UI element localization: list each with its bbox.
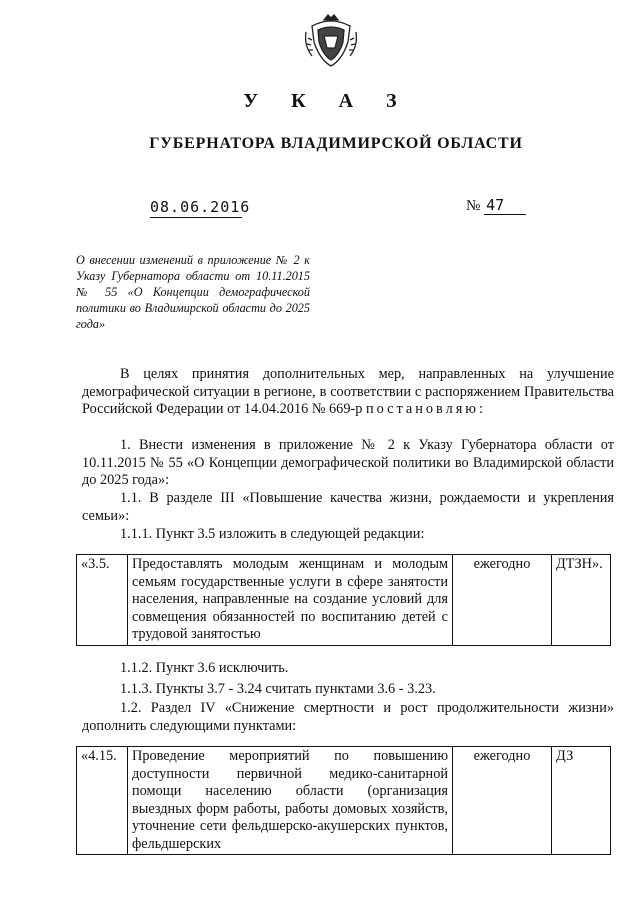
item-1: 1. Внести изменения в приложение № 2 к Указу Губернатора области от 10.11.2015 № 55 «О Концепции демографической политики во Владимирской области до 2025 года»:: [82, 437, 614, 488]
table-row: [77, 747, 611, 855]
table-cell-period: ежегодно: [453, 747, 552, 855]
item-1-1-3: 1.1.3. Пункты 3.7 - 3.24 считать пунктами 3.6 - 3.23.: [120, 681, 436, 697]
number-value: 47: [484, 196, 526, 215]
item-1-1-1: 1.1.1. Пункт 3.5 изложить в следующей редакции:: [120, 526, 425, 542]
item-1-1-2: 1.1.2. Пункт 3.6 исключить.: [120, 660, 289, 676]
table-cell-num: «4.15.: [77, 747, 128, 855]
table-cell-responsible: ДТЗН».: [552, 555, 611, 646]
item-1-1: 1.1. В разделе III «Повышение качества жизни, рождаемости и укрепления семьи»:: [82, 490, 614, 524]
item-1-2: 1.2. Раздел IV «Снижение смертности и рост продолжительности жизни» дополнить следующими пунктами:: [82, 700, 614, 734]
document-title: У К А З: [243, 90, 411, 112]
table-row: [77, 555, 611, 646]
amendment-table-4-15: [76, 746, 611, 855]
document-about: О внесении изменений в приложение № 2 к Указу Губернатора области от 10.11.2015 № 55 «О Концепции демографической политики во Владимирской области до 2025 года»: [76, 253, 310, 331]
document-date: 08.06.2016: [150, 198, 251, 216]
table-cell-text: Проведение мероприятий по повышению доступности первичной медико-санитарной помощи населению области (организация выездных форм работы, работы домовых хозяйств, уточнение сети фельдшерско-акушерских пунктов, фельдшерских: [128, 747, 453, 855]
amendment-table-3-5: [76, 554, 611, 646]
coat-of-arms-icon: [302, 12, 360, 70]
intro-text: В целях принятия дополнительных мер, направленных на улучшение демографической ситуации в регионе, в соответствии с распоряжением Правительства Российской Федерации от 14.04.2016 № 669-р: [82, 366, 614, 417]
document-number: [466, 196, 526, 215]
document-subtitle: ГУБЕРНАТОРА ВЛАДИМИРСКОЙ ОБЛАСТИ: [149, 135, 523, 152]
decree-word: постановляю:: [365, 401, 486, 417]
table-cell-responsible: ДЗ: [552, 747, 611, 855]
table-cell-period: ежегодно: [453, 555, 552, 646]
number-label: №: [466, 198, 481, 214]
intro-paragraph: [82, 366, 614, 419]
table-cell-text: Предоставлять молодым женщинам и молодым семьям государственные услуги в сфере занятости населения, направленные на создание условий для совмещения обязанностей по воспитанию детей с трудовой занятостью: [128, 555, 453, 646]
table-cell-num: «3.5.: [77, 555, 128, 646]
